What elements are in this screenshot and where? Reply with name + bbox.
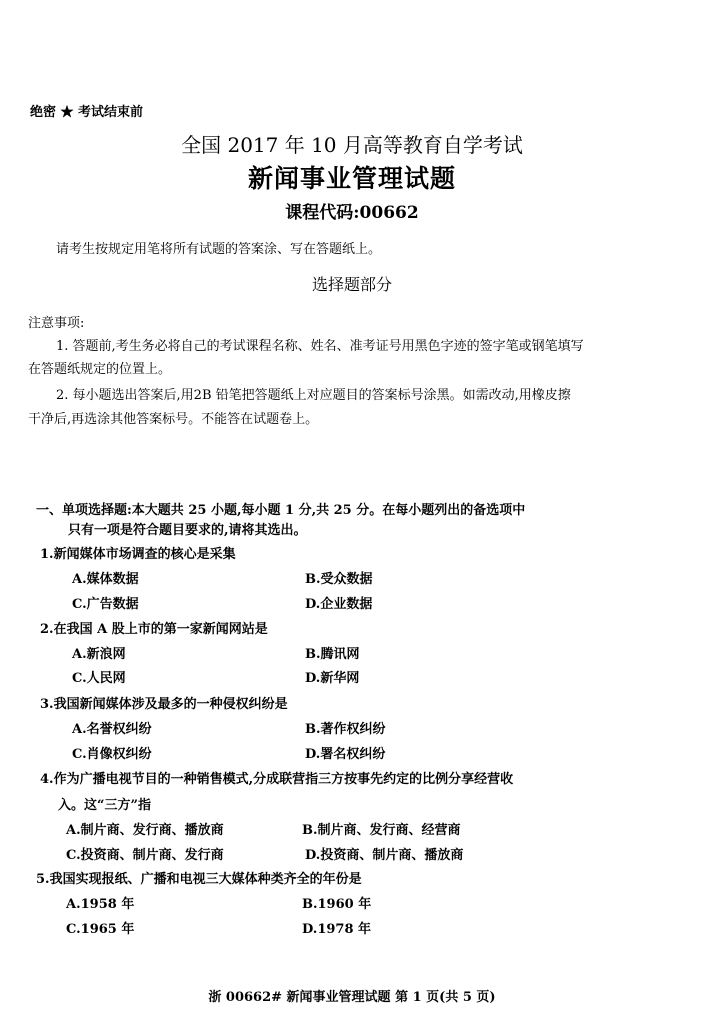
question-5: 5.我国实现报纸、广播和电视三大媒体种类齐全的年份是 <box>36 872 362 887</box>
exam-title: 全国 2017 年 10 月高等教育自学考试 <box>181 133 523 157</box>
note-1-line-2: 在答题纸规定的位置上。 <box>28 362 172 377</box>
page-footer: 浙 00662# 新闻事业管理试题 第 1 页(共 5 页) <box>208 990 496 1005</box>
question-1-option-d: D.企业数据 <box>305 597 373 612</box>
question-1-option-b: B.受众数据 <box>305 572 373 587</box>
question-3-option-a: A.名誉权纠纷 <box>72 722 152 737</box>
question-1-option-c: C.广告数据 <box>72 597 139 612</box>
note-2-line-1: 2. 每小题选出答案后,用2B 铅笔把答题纸上对应题目的答案标号涂黑。如需改动,用橡皮擦 <box>56 388 571 403</box>
note-2-line-2: 干净后,再选涂其他答案标号。不能答在试题卷上。 <box>28 412 319 427</box>
question-4-option-a: A.制片商、发行商、播放商 <box>66 823 224 838</box>
question-4: 4.作为广播电视节目的一种销售模式,分成联营指三方按事先约定的比例分享经营收 <box>40 772 514 787</box>
question-2-option-d: D.新华网 <box>305 671 360 686</box>
question-2-option-a: A.新浪网 <box>72 647 126 662</box>
question-3: 3.我国新闻媒体涉及最多的一种侵权纠纷是 <box>40 697 288 712</box>
question-3-option-b: B.著作权纠纷 <box>305 722 386 737</box>
section-header: 一、单项选择题:本大题共 25 小题,每小题 1 分,共 25 分。在每小题列出的备选项中 <box>36 503 526 518</box>
question-1-option-a: A.媒体数据 <box>72 572 139 587</box>
confidential-label: 绝密 ★ 考试结束前 <box>30 105 144 120</box>
question-4-option-c: C.投资商、制片商、发行商 <box>66 848 224 863</box>
question-5-option-a: A.1958 年 <box>66 897 135 912</box>
question-2-option-b: B.腾讯网 <box>305 647 360 662</box>
question-2-option-c: C.人民网 <box>72 671 126 686</box>
question-2: 2.在我国 A 股上市的第一家新闻网站是 <box>40 622 268 637</box>
course-code: 课程代码:00662 <box>285 203 419 223</box>
part-title: 选择题部分 <box>311 275 392 294</box>
question-4-cont: 入。这“三方”指 <box>58 798 151 813</box>
question-5-option-b: B.1960 年 <box>302 897 372 912</box>
general-instruction: 请考生按规定用笔将所有试题的答案涂、写在答题纸上。 <box>56 242 382 257</box>
question-3-option-d: D.署名权纠纷 <box>305 747 386 762</box>
question-4-option-d: D.投资商、制片商、播放商 <box>305 848 464 863</box>
note-1-line-1: 1. 答题前,考生务必将自己的考试课程名称、姓名、准考证号用黑色字迹的签字笔或钢笔填写 <box>56 339 584 354</box>
question-5-option-d: D.1978 年 <box>302 922 372 937</box>
question-3-option-c: C.肖像权纠纷 <box>72 747 152 762</box>
subject-title: 新闻事业管理试题 <box>247 164 456 193</box>
question-4-option-b: B.制片商、发行商、经营商 <box>302 823 461 838</box>
question-5-option-c: C.1965 年 <box>66 922 135 937</box>
notes-title: 注意事项: <box>28 316 85 331</box>
section-header-cont: 只有一项是符合题目要求的,请将其选出。 <box>68 523 307 538</box>
question-1: 1.新闻媒体市场调查的核心是采集 <box>40 547 236 562</box>
